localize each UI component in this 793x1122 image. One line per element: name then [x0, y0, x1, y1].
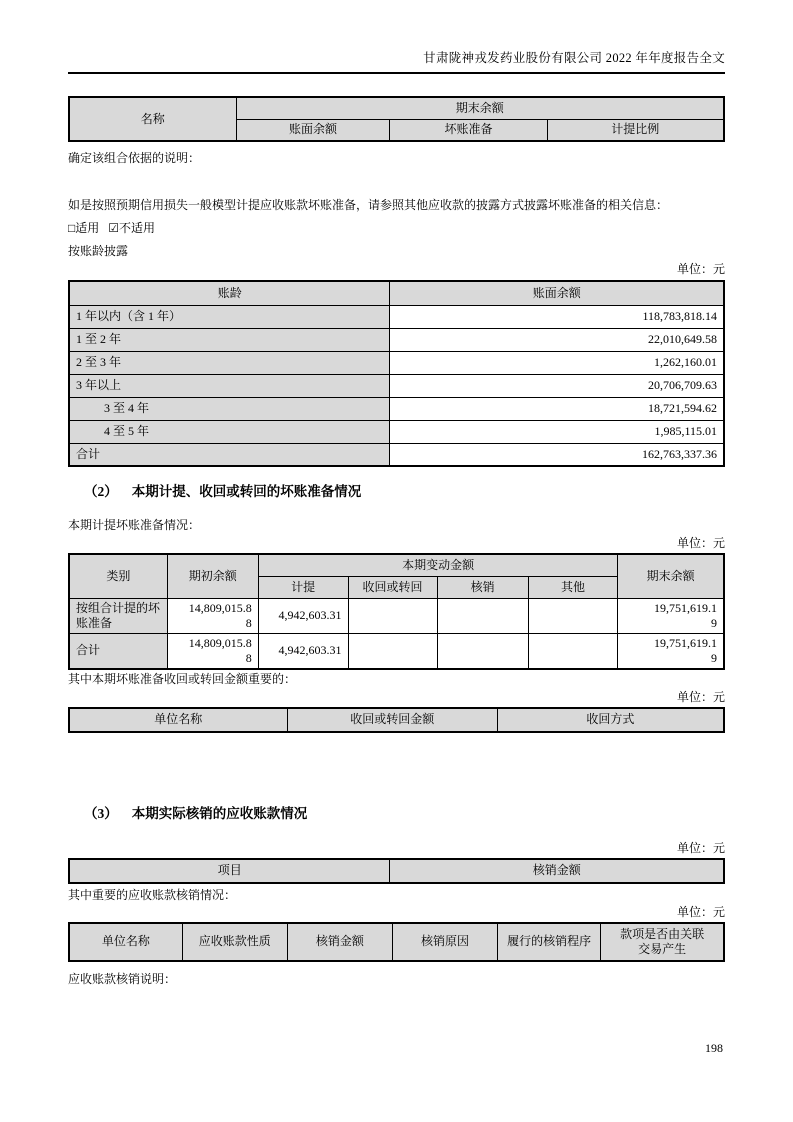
- applicability-line: [68, 221, 725, 236]
- recovery-col-method: 收回方式: [497, 708, 724, 732]
- combination-col-provision-ratio: 计提比例: [547, 119, 724, 141]
- aging-table-header-row: [69, 281, 724, 305]
- aging-total-row: [69, 443, 724, 466]
- provision-total-category: 合计: [69, 633, 167, 669]
- writeoff-table: [68, 858, 725, 884]
- checkbox-not-applicable-checked: ☑不适用: [108, 221, 156, 235]
- combination-col-name: 名称: [69, 97, 236, 141]
- provision-row-category: 按组合计提的坏账准备: [69, 598, 167, 633]
- aging-row: [69, 305, 724, 328]
- combination-table: [68, 96, 725, 142]
- aging-row-value: 1,985,115.01: [390, 420, 724, 443]
- aging-disclosure-note: 按账龄披露: [68, 244, 129, 258]
- recovery-col-unit-name: 单位名称: [69, 708, 287, 732]
- provision-row: [69, 598, 724, 633]
- provision-total-recovery: [348, 633, 437, 669]
- writeoff-explain-note: 应收账款核销说明：: [68, 971, 177, 986]
- provision-col-recovery: 收回或转回: [348, 576, 437, 598]
- aging-total-value: 162,763,337.36: [390, 443, 724, 466]
- combination-col-book-balance: 账面余额: [236, 119, 390, 141]
- provision-col-accrual: 计提: [258, 576, 348, 598]
- provision-row-recovery: [348, 598, 437, 633]
- writeoff-detail-table: [68, 922, 725, 962]
- aging-total-label: 合计: [69, 443, 390, 466]
- aging-row-label: 4 至 5 年: [69, 420, 390, 443]
- provision-table: [68, 553, 725, 670]
- provision-col-change-group: 本期变动金额: [258, 554, 618, 576]
- section3-title: 本期实际核销的应收账款情况: [131, 805, 308, 821]
- aging-row-value: 20,706,709.63: [390, 374, 724, 397]
- section3-heading: [68, 805, 725, 823]
- aging-row-label: 3 至 4 年: [69, 397, 390, 420]
- unit-label: 单位：元: [676, 904, 725, 919]
- aging-col-book-balance: 账面余额: [390, 281, 724, 305]
- writeoff-col-item: 项目: [69, 859, 390, 883]
- provision-total-closing: 19,751,619.19: [618, 633, 724, 669]
- unit-label: 单位：元: [676, 262, 725, 276]
- page-number: 198: [705, 1041, 723, 1055]
- aging-row-value: 118,783,818.14: [390, 305, 724, 328]
- provision-row-closing: 19,751,619.19: [618, 598, 724, 633]
- recovery-col-amount: 收回或转回金额: [287, 708, 497, 732]
- section2-title: 本期计提、收回或转回的坏账准备情况: [131, 484, 362, 499]
- provision-row-writeoff: [437, 598, 528, 633]
- provision-col-closing: 期末余额: [618, 554, 724, 598]
- aging-row-value: 18,721,594.62: [390, 397, 724, 420]
- provision-col-writeoff: 核销: [437, 576, 528, 598]
- combination-col-bad-debt-provision: 坏账准备: [390, 119, 547, 141]
- aging-row: [69, 351, 724, 374]
- provision-total-accrual: 4,942,603.31: [258, 633, 348, 669]
- aging-row: [69, 420, 724, 443]
- section2-heading: [68, 483, 725, 501]
- combination-col-ending-balance: 期末余额: [236, 97, 724, 119]
- aging-row-label: 2 至 3 年: [69, 351, 390, 374]
- aging-row-label: 3 年以上: [69, 374, 390, 397]
- provision-total-other: [528, 633, 618, 669]
- writeoff-col-amount: 核销金额: [390, 859, 724, 883]
- writeoff-header-row: [69, 859, 724, 883]
- writeoff-detail-col-procedure: 履行的核销程序: [497, 923, 600, 961]
- provision-row-other: [528, 598, 618, 633]
- aging-col-age: 账龄: [69, 281, 390, 305]
- provision-col-other: 其他: [528, 576, 618, 598]
- section2-number: （2）: [84, 484, 118, 499]
- writeoff-detail-header-row: [69, 923, 724, 961]
- ecl-note: 如是按照预期信用损失一般模型计提应收账款坏账准备，请参照其他应收款的披露方式披露坏账准备的相关信息：: [68, 198, 669, 212]
- writeoff-detail-col-related-party: 款项是否由关联交易产生: [601, 923, 724, 961]
- provision-col-opening: 期初余额: [167, 554, 258, 598]
- writeoff-detail-col-reason: 核销原因: [393, 923, 498, 961]
- combo-basis-note: 确定该组合依据的说明：: [68, 151, 201, 165]
- provision-total-row: [69, 633, 724, 669]
- provision-header-group-row: [69, 554, 724, 576]
- aging-row-value: 22,010,649.58: [390, 328, 724, 351]
- section3-number: （3）: [84, 805, 118, 821]
- aging-row-value: 1,262,160.01: [390, 351, 724, 374]
- header-divider: [68, 72, 725, 74]
- aging-row: [69, 328, 724, 351]
- unit-label: 单位：元: [676, 689, 725, 704]
- writeoff-detail-col-nature: 应收账款性质: [182, 923, 287, 961]
- report-header-title: 甘肃陇神戎发药业股份有限公司 2022 年年度报告全文: [423, 51, 725, 65]
- writeoff-detail-col-unit-name: 单位名称: [69, 923, 182, 961]
- provision-row-opening: 14,809,015.88: [167, 598, 258, 633]
- provision-total-opening: 14,809,015.88: [167, 633, 258, 669]
- recovery-table: [68, 707, 725, 733]
- recovery-note: 其中本期坏账准备收回或转回金额重要的：: [68, 671, 297, 686]
- provision-row-accrual: 4,942,603.31: [258, 598, 348, 633]
- aging-table: [68, 280, 725, 467]
- recovery-header-row: [69, 708, 724, 732]
- unit-label: 单位：元: [676, 536, 725, 550]
- provision-total-writeoff: [437, 633, 528, 669]
- writeoff-important-note: 其中重要的应收账款核销情况：: [68, 887, 237, 902]
- provision-note: 本期计提坏账准备情况：: [68, 518, 201, 532]
- unit-label: 单位：元: [676, 840, 725, 855]
- aging-row-label: 1 年以内（含 1 年）: [69, 305, 390, 328]
- aging-row: [69, 374, 724, 397]
- writeoff-detail-col-amount: 核销金额: [287, 923, 392, 961]
- aging-row-label: 1 至 2 年: [69, 328, 390, 351]
- checkbox-applicable-unchecked: □适用: [68, 221, 100, 235]
- aging-row: [69, 397, 724, 420]
- combination-table-group-row: [69, 97, 724, 119]
- provision-col-category: 类别: [69, 554, 167, 598]
